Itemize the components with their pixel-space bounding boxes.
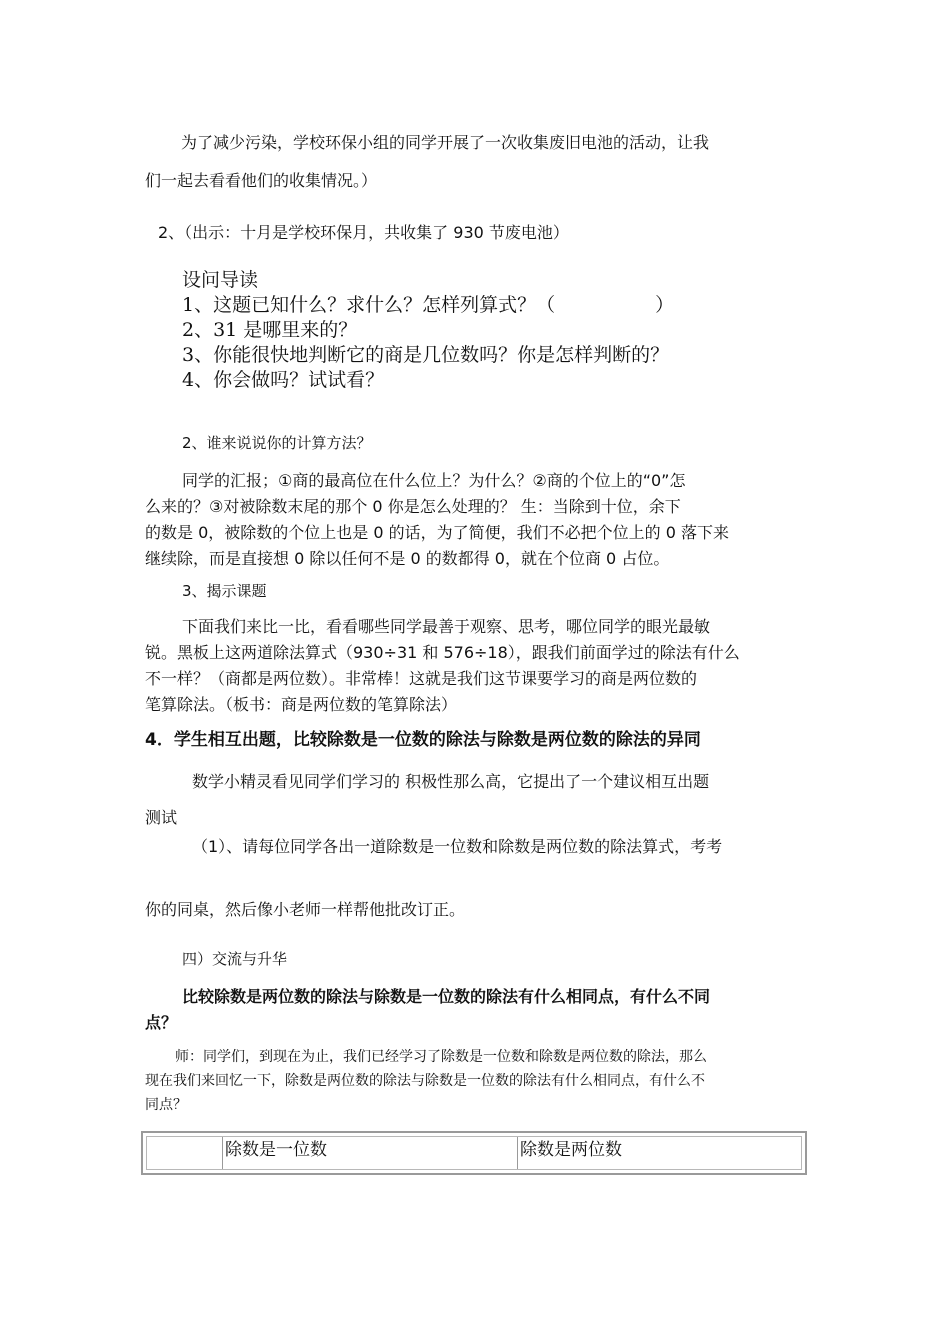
comparison-table — [141, 1131, 807, 1175]
compare-heading-line-1: 比较除数是两位数的除法与除数是一位数的除法有什么相同点，有什么不同 — [182, 987, 711, 1006]
teacher-paragraph — [145, 1045, 810, 1117]
guide-questions — [182, 268, 674, 393]
step3-heading: 3、揭示课题 — [182, 582, 267, 600]
intro-paragraph — [145, 124, 810, 200]
guide-question-2: 2、31 是哪里来的？ — [182, 319, 358, 341]
task1-text: （1）、请每位同学各出一道除数是一位数和除数是两位数的除法算式，考考 — [192, 837, 723, 856]
compare-heading — [145, 984, 810, 1036]
section4-line-1: 数学小精灵看见同学们学习的 积极性那么高，它提出了一个建议相互出题 — [192, 772, 710, 791]
task1-continuation: 你的同桌，然后像小老师一样帮他批改订正。 — [145, 900, 466, 919]
guide-question-3: 3、你能很快地判断它的商是几位数吗？你是怎样判断的？ — [182, 344, 670, 366]
section4-heading: 4．学生相互出题，比较除数是一位数的除法与除数是两位数的除法的异同 — [145, 730, 701, 750]
compare-heading-line-2: 点？ — [145, 1013, 178, 1032]
step2-line-2: 么来的？③对被除数末尾的那个 0 你是怎么处理的？ 生：当除到十位，余下 — [145, 497, 681, 516]
guide-question-1 — [182, 293, 674, 318]
teacher-line-1: 师：同学们，到现在为止，我们已经学习了除数是一位数和除数是两位数的除法，那么 — [175, 1049, 707, 1065]
problem-statement: 2、（出示：十月是学校环保月，共收集了 930 节废电池） — [158, 223, 569, 242]
step3-line-2: 锐。黑板上这两道除法算式（930÷31 和 576÷18），跟我们前面学过的除法有什么 — [145, 643, 740, 662]
step3-line-3: 不一样？（商都是两位数）。非常棒！这就是我们这节课要学习的商是两位数的 — [145, 669, 698, 688]
intro-line-1: 为了减少污染，学校环保小组的同学开展了一次收集废旧电池的活动，让我 — [181, 133, 710, 152]
table-header-one-digit: 除数是一位数 — [222, 1137, 517, 1169]
table-header-two-digit: 除数是两位数 — [517, 1137, 810, 1169]
step3-paragraph — [145, 614, 810, 718]
step3-line-1: 下面我们来比一比，看看哪些同学最善于观察、思考，哪位同学的眼光最敏 — [182, 617, 711, 636]
guide-question-1-end: ） — [655, 294, 675, 316]
comparison-table-row — [146, 1136, 802, 1170]
part4-heading: 四）交流与升华 — [182, 950, 288, 968]
step2-paragraph — [145, 468, 810, 572]
section4-line-2: 测试 — [145, 808, 178, 827]
step2-line-1: 同学的汇报；①商的最高位在什么位上？为什么？②商的个位上的“0”怎 — [182, 471, 686, 490]
guide-question-1-text: 1、这题已知什么？求什么？怎样列算式？（ — [182, 294, 556, 316]
step2-line-4: 继续除，而是直接想 0 除以任何不是 0 的数都得 0，就在个位商 0 占位。 — [145, 549, 670, 568]
step2-heading: 2、谁来说说你的计算方法？ — [182, 434, 372, 452]
guide-question-4: 4、你会做吗？试试看？ — [182, 369, 385, 391]
step3-line-4: 笔算除法。（板书：商是两位数的笔算除法） — [145, 695, 458, 714]
intro-line-2: 们一起去看看他们的收集情况。） — [145, 171, 378, 190]
section4-paragraph — [145, 764, 810, 836]
teacher-line-3: 同点？ — [145, 1097, 187, 1113]
guide-title: 设问导读 — [182, 269, 259, 291]
step2-line-3: 的数是 0，被除数的个位上也是 0 的话，为了简便，我们不必把个位上的 0 落下来 — [145, 523, 729, 542]
teacher-line-2: 现在我们来回忆一下，除数是两位数的除法与除数是一位数的除法有什么相同点，有什么不 — [145, 1073, 705, 1089]
